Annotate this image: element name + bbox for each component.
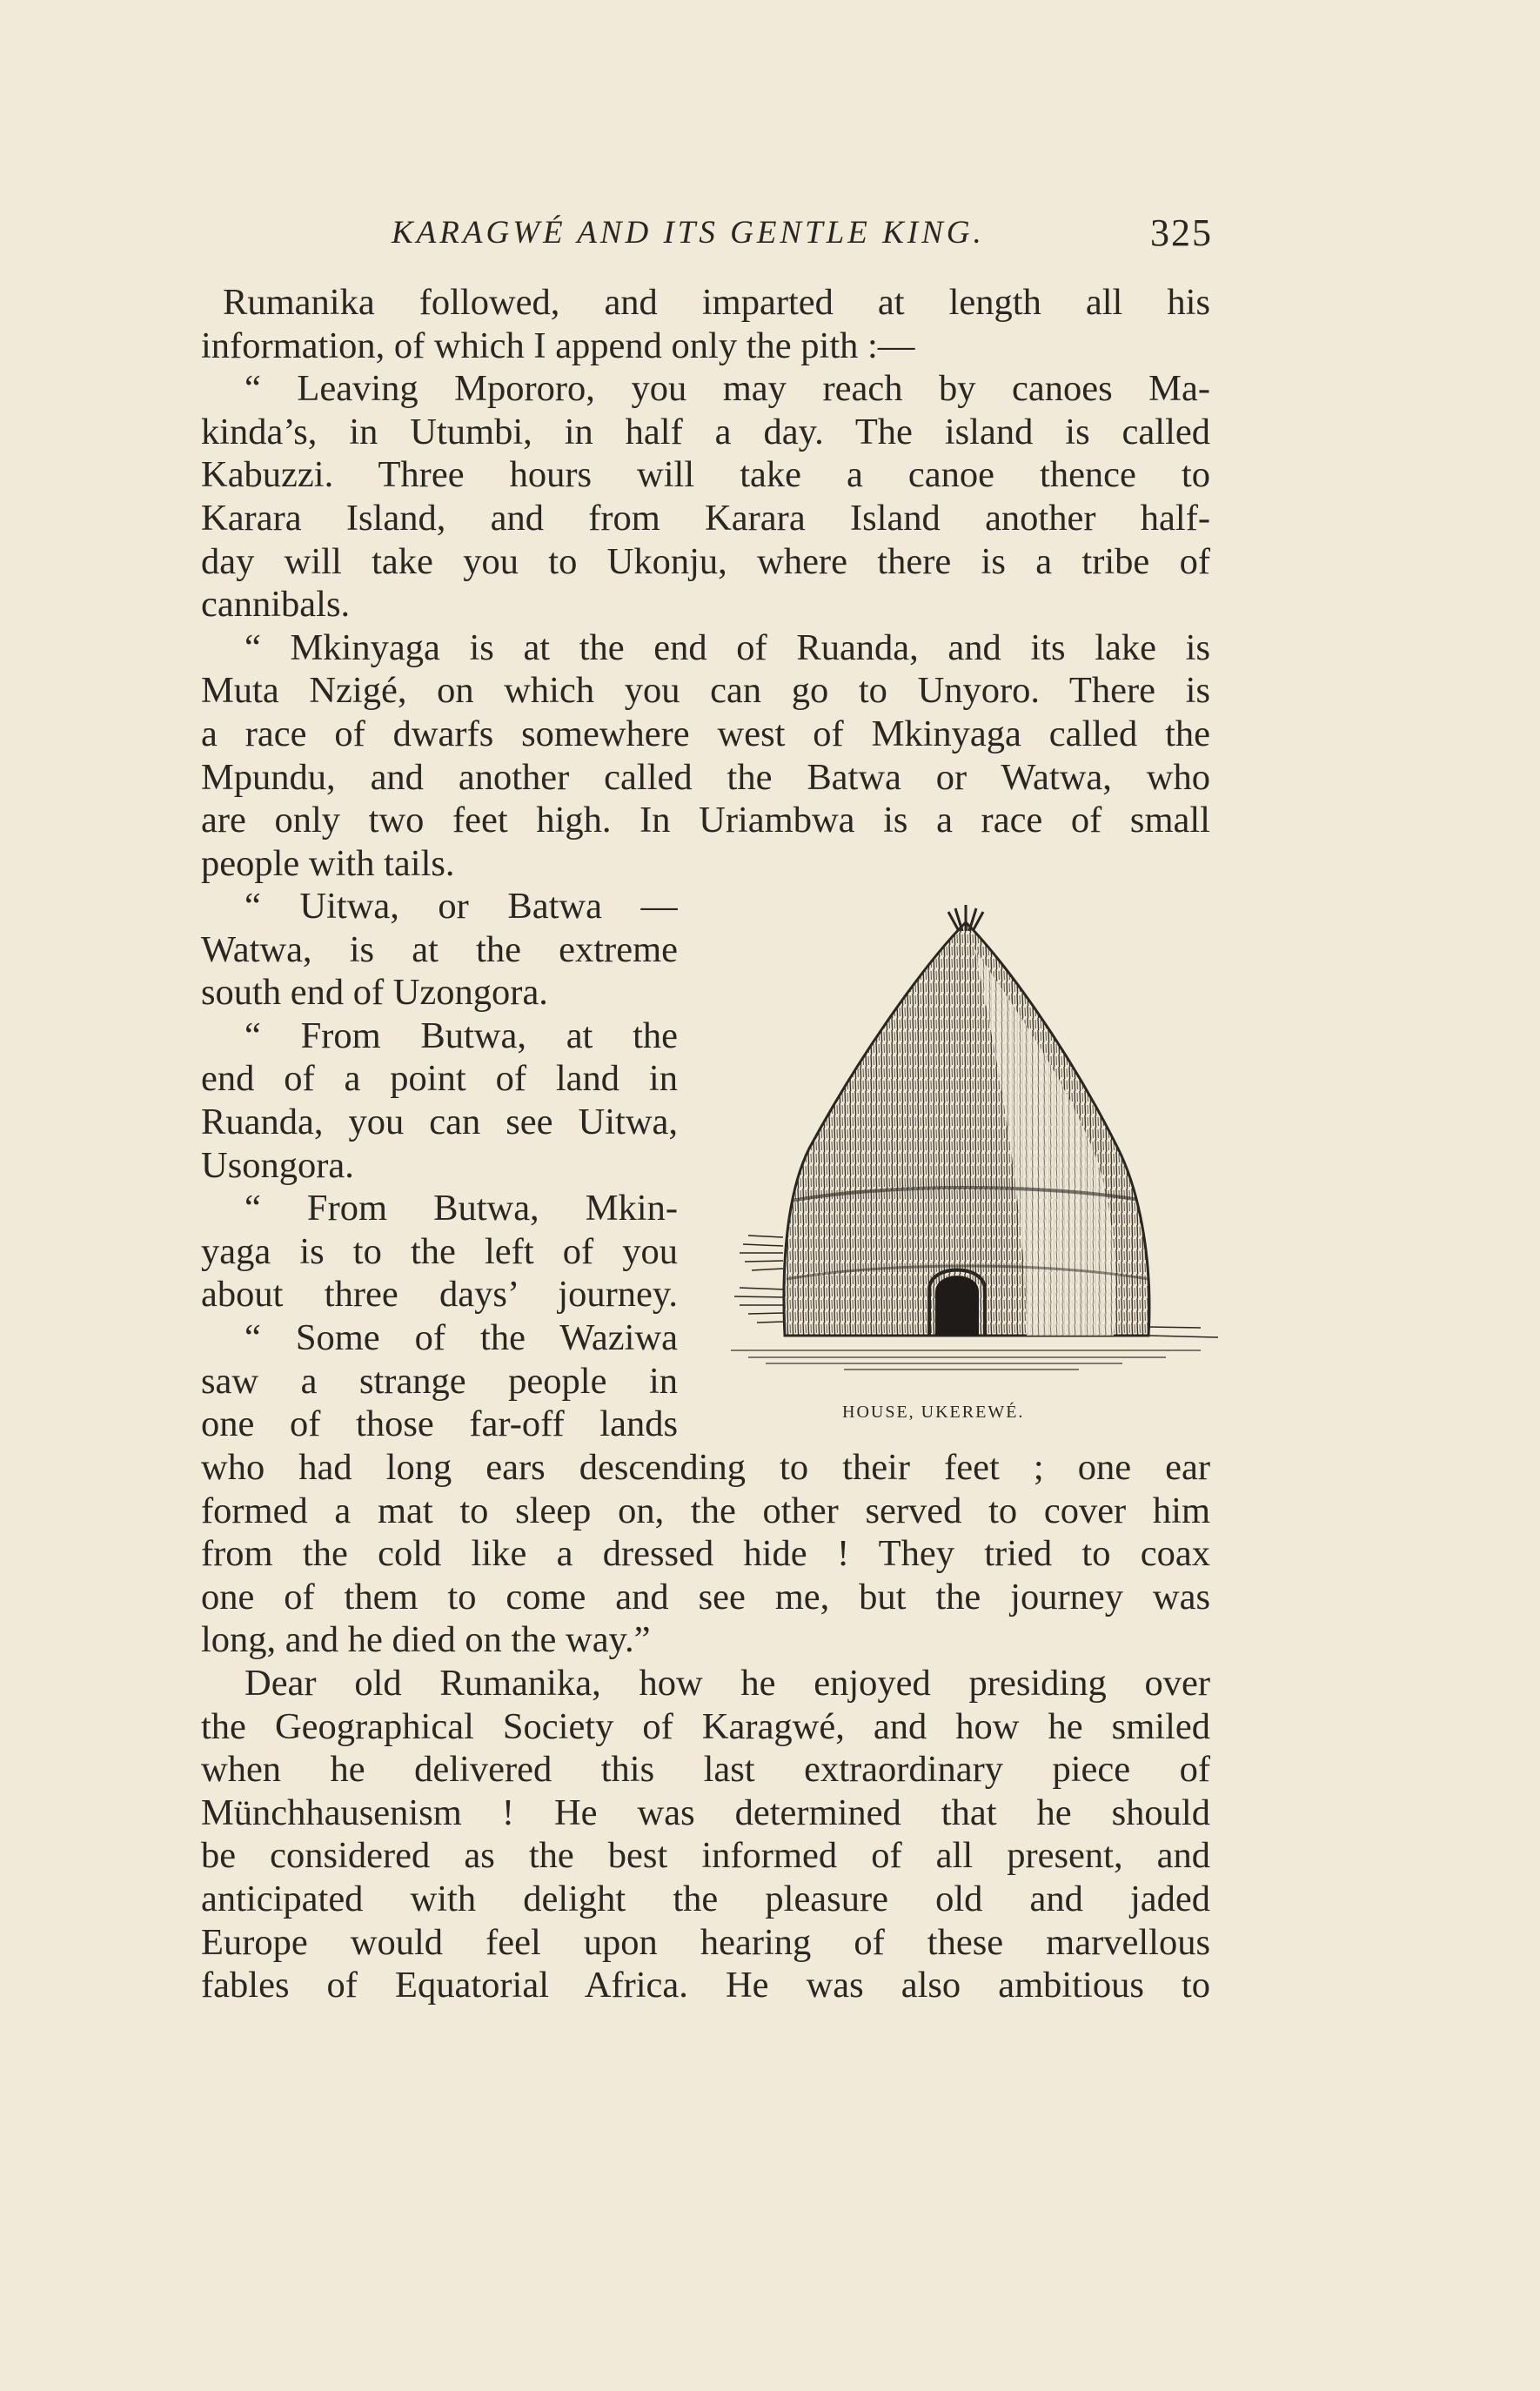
- hut-icon: [713, 896, 1218, 1383]
- text-line: “ Uitwa, or Batwa —: [244, 886, 678, 927]
- text-line: Muta Nzigé, on which you can go to Unyoro. There is: [201, 670, 1210, 712]
- text-line: Mpundu, and another called the Batwa or Watwa, who: [201, 756, 1210, 798]
- hut-illustration: [713, 896, 1218, 1383]
- text-line: fables of Equatorial Africa. He was also ambitious to: [201, 1965, 1210, 2006]
- running-title: KARAGWÉ AND ITS GENTLE KING.: [392, 215, 985, 251]
- text-line: Karara Island, and from Karara Island another half-: [201, 497, 1210, 539]
- body-text-top: [201, 281, 1210, 885]
- text-line: anticipated with delight the pleasure old and jaded: [201, 1878, 1210, 1919]
- text-line: formed a mat to sleep on, the other served to cover him: [201, 1490, 1210, 1531]
- text-line: “ Some of the Waziwa: [244, 1316, 678, 1358]
- running-header: [0, 211, 1540, 258]
- text-line: Usongora.: [201, 1144, 354, 1186]
- text-line: “ Mkinyaga is at the end of Ruanda, and its lake is: [244, 626, 1210, 668]
- text-line: who had long ears descending to their feet ; one ear: [201, 1447, 1210, 1488]
- text-line: “ From Butwa, Mkin-: [244, 1188, 678, 1229]
- text-line: end of a point of land in: [201, 1058, 678, 1100]
- text-line: Watwa, is at the extreme: [201, 928, 678, 970]
- text-line: one of those far-off lands: [201, 1403, 678, 1445]
- text-line: saw a strange people in: [201, 1360, 678, 1402]
- text-line: day will take you to Ukonju, where there is a tribe of: [201, 540, 1210, 582]
- text-line: south end of Uzongora.: [201, 972, 548, 1014]
- text-line: the Geographical Society of Karagwé, and how he smiled: [201, 1705, 1210, 1747]
- text-line: about three days’ journey.: [201, 1274, 678, 1316]
- text-line: be considered as the best informed of all present, and: [201, 1835, 1210, 1877]
- figure-caption: HOUSE, UKEREWÉ.: [842, 1403, 1025, 1422]
- text-line: are only two feet high. In Uriambwa is a race of small: [201, 800, 1210, 841]
- text-line: Rumanika followed, and imparted at length all his: [223, 282, 1210, 323]
- text-line: “ From Butwa, at the: [244, 1015, 678, 1056]
- page-number: 325: [1150, 211, 1213, 254]
- text-line: cannibals.: [201, 584, 351, 626]
- text-line: from the cold like a dressed hide ! They tried to coax: [201, 1533, 1210, 1575]
- text-line: when he delivered this last extraordinary piece of: [201, 1749, 1210, 1791]
- text-line: Kabuzzi. Three hours will take a canoe thence to: [201, 454, 1210, 496]
- text-line: a race of dwarfs somewhere west of Mkinyaga called the: [201, 713, 1210, 754]
- text-line: people with tails.: [201, 842, 455, 884]
- text-line: Ruanda, you can see Uitwa,: [201, 1101, 678, 1142]
- text-line: long, and he died on the way.”: [201, 1619, 651, 1661]
- text-line: Münchhausenism ! He was determined that he should: [201, 1792, 1210, 1833]
- text-line: Europe would feel upon hearing of these marvellous: [201, 1921, 1210, 1963]
- text-line: “ Leaving Mpororo, you may reach by canoes Ma-: [244, 368, 1210, 410]
- body-text-narrow: [201, 885, 678, 1446]
- text-line: yaga is to the left of you: [201, 1230, 678, 1272]
- body-text-bottom: [201, 1446, 1210, 2007]
- text-line: kinda’s, in Utumbi, in half a day. The island is called: [201, 411, 1210, 452]
- text-line: information, of which I append only the pith :—: [201, 325, 915, 366]
- text-line: Dear old Rumanika, how he enjoyed presiding over: [244, 1662, 1210, 1704]
- text-line: one of them to come and see me, but the journey was: [201, 1576, 1210, 1617]
